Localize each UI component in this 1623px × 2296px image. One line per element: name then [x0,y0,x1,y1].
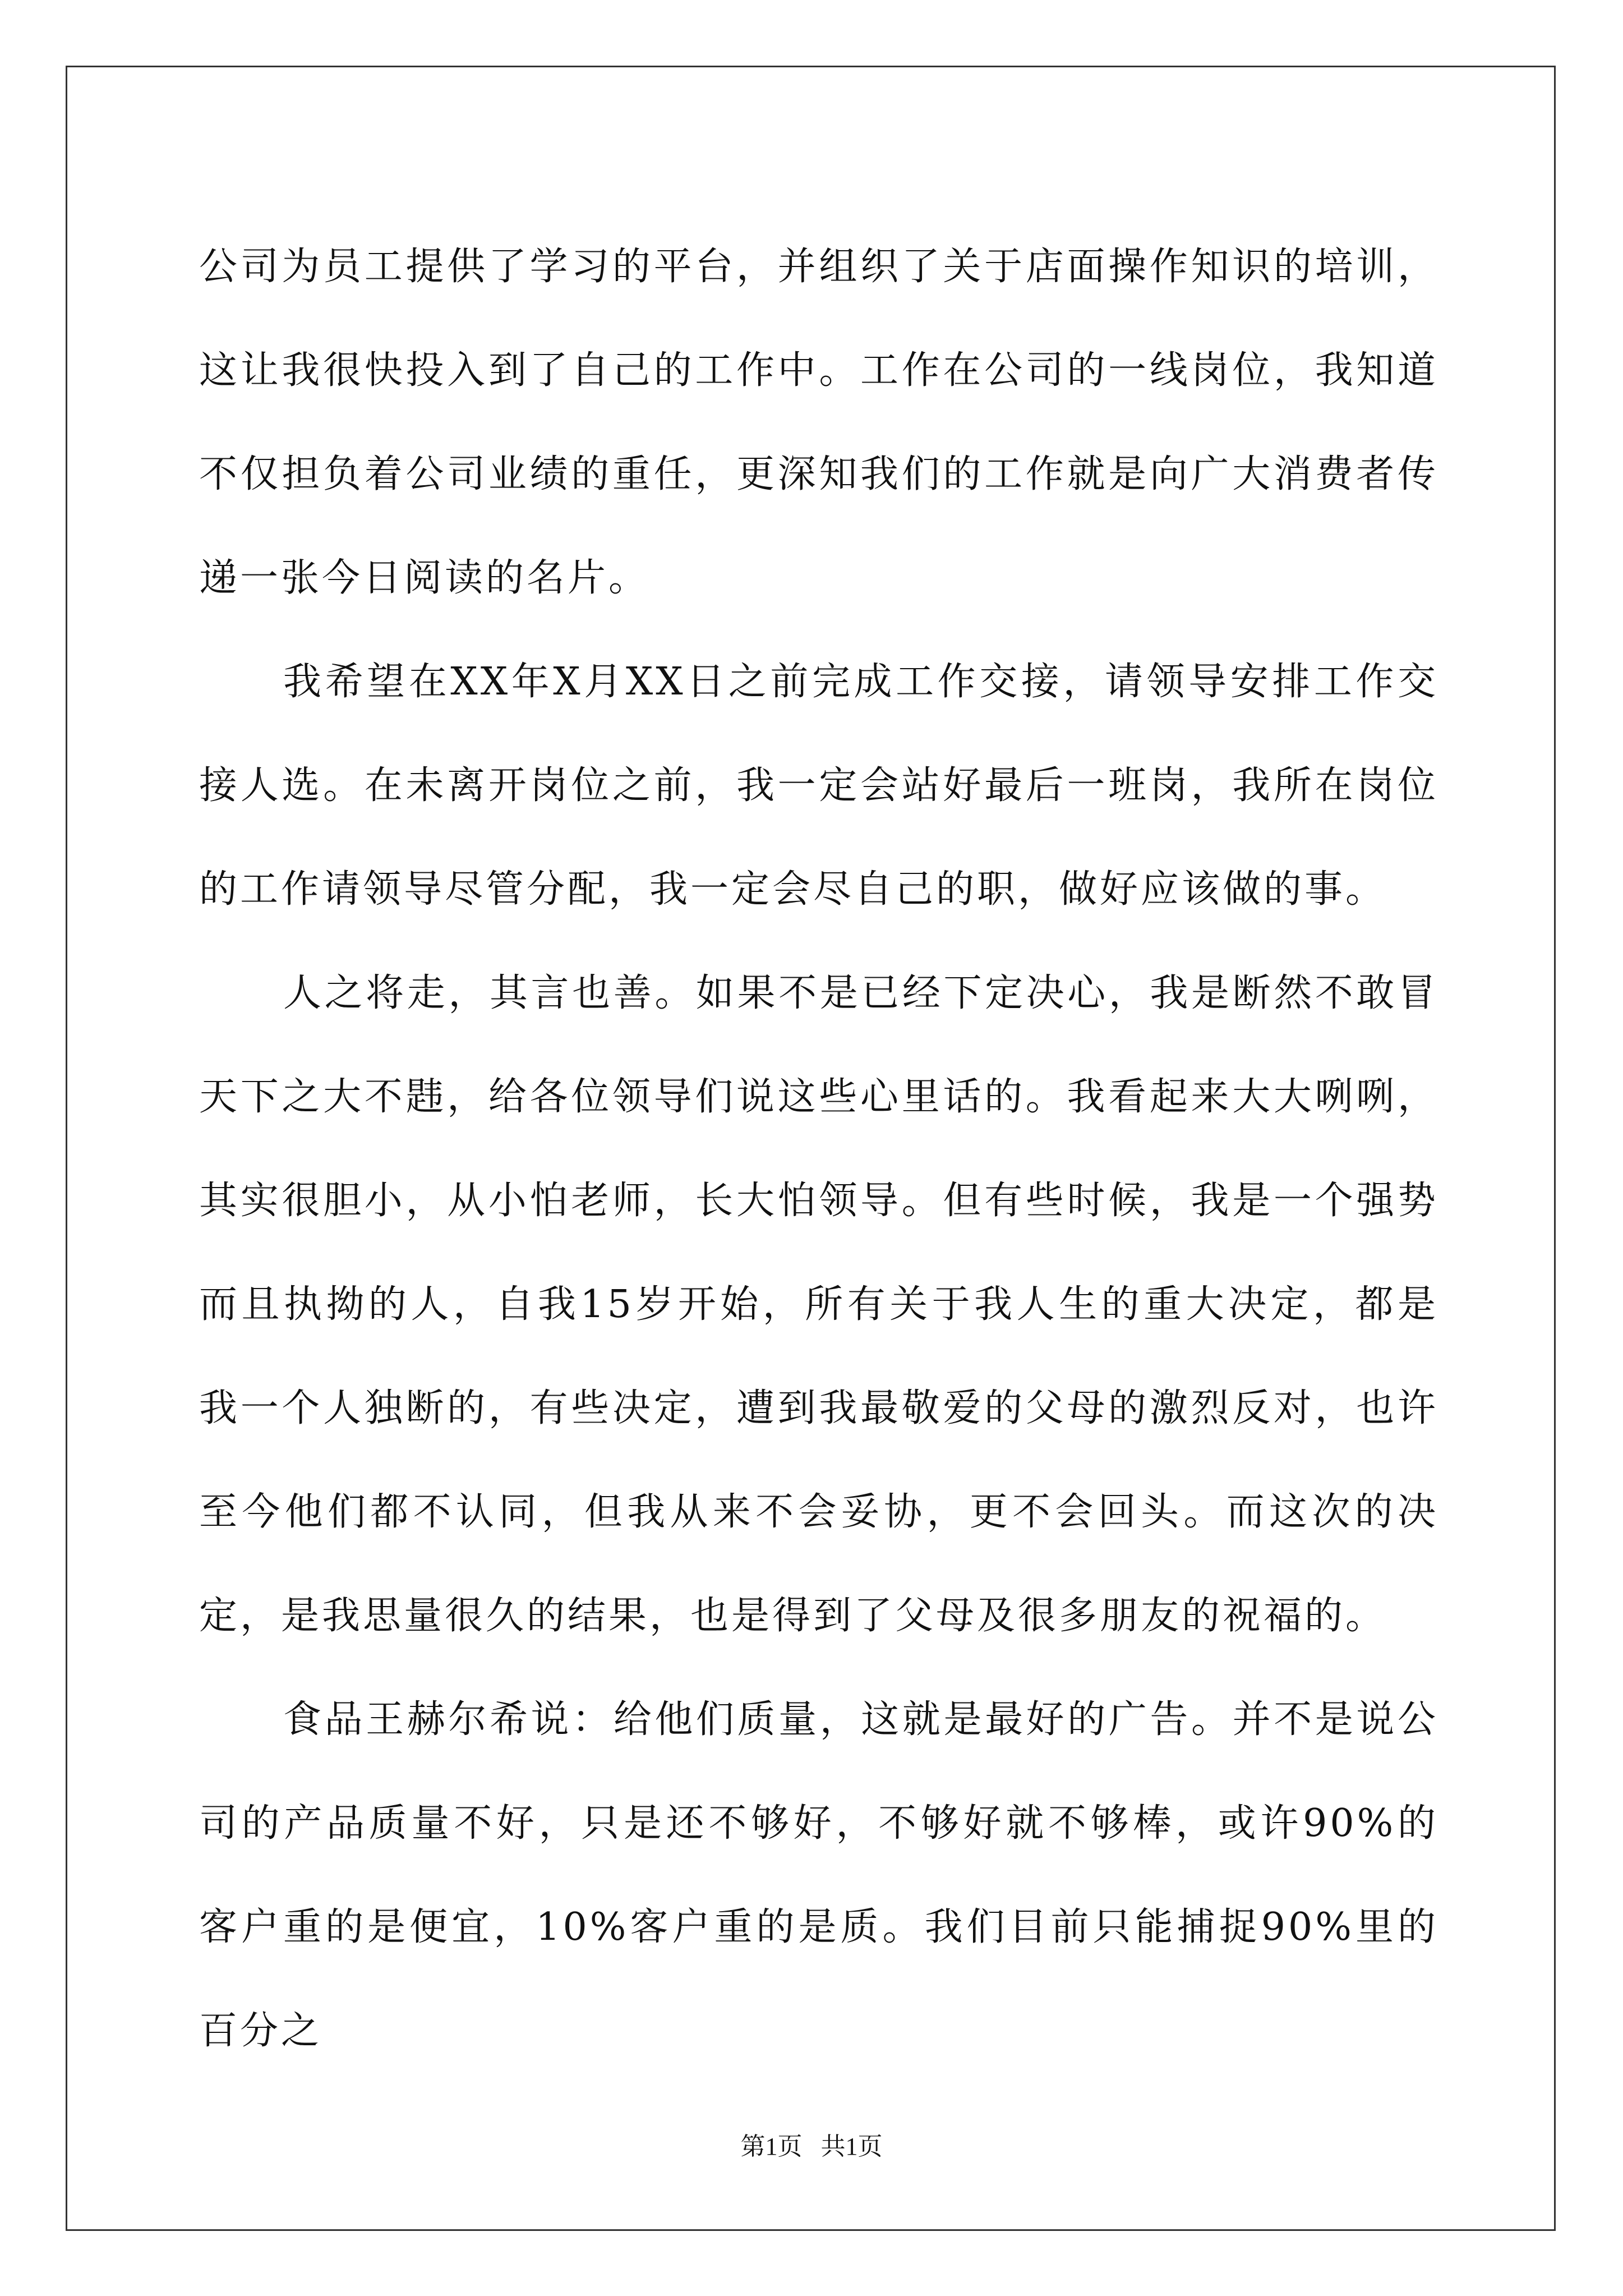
paragraph-handover: 我希望在XX年X月XX日之前完成工作交接，请领导安排工作交接人选。在未离开岗位之前，我一定会站好最后一班岗，我所在岗位的工作请领导尽管分配，我一定会尽自己的职，做好应该做的事。 [199,660,1438,912]
document-body [199,215,1438,2083]
paragraph-quality: 食品王赫尔希说：给他们质量，这就是最好的广告。并不是说公司的产品质量不好，只是还不够好，不够好就不够棒，或许90%的客户重的是便宜，10%客户重的是质。我们目前只能捕捉90%里的百分之 [199,1697,1438,2053]
page-number-footer: 第1页 共1页 [740,2133,883,2160]
paragraph-continuation: 公司为员工提供了学习的平台，并组织了关于店面操作知识的培训，这让我很快投入到了自己的工作中。工作在公司的一线岗位，我知道不仅担负着公司业绩的重任，更深知我们的工作就是向广大消费者传递一张今日阅读的名片。 [199,245,1438,600]
paragraph-decision: 人之将走，其言也善。如果不是已经下定决心，我是断然不敢冒天下之大不韪，给各位领导们说这些心里话的。我看起来大大咧咧，其实很胆小，从小怕老师，长大怕领导。但有些时候，我是一个强势而且执拗的人，自我15岁开始，所有关于我人生的重大决定，都是我一个人独断的，有些决定，遭到我最敬爱的父母的激烈反对，也许至今他们都不认同，但我从来不会妥协，更不会回头。而这次的决定，是我思量很久的结果，也是得到了父母及很多朋友的祝福的。 [199,971,1438,1638]
